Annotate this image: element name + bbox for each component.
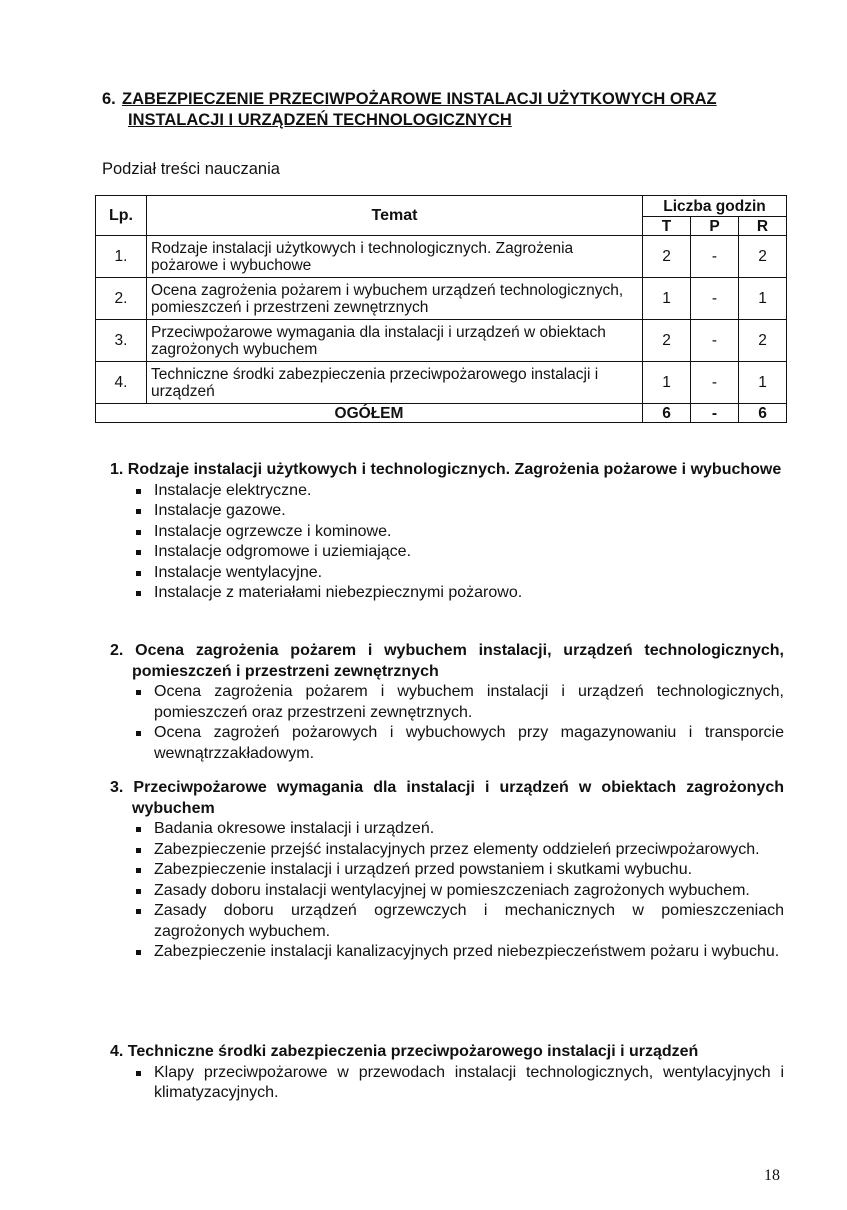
list-item: Zabezpieczenie przejść instalacyjnych przez elementy oddzieleń przeciwpożarowych. <box>132 840 784 861</box>
table-header-row <box>96 196 787 217</box>
row-topic: Techniczne środki zabezpieczenia przeciwpożarowego instalacji i urządzeń <box>147 362 643 404</box>
section-list <box>110 682 784 764</box>
list-item: Instalacje wentylacyjne. <box>132 563 784 584</box>
list-item: Zasady doboru urządzeń ogrzewczych i mechanicznych w pomieszczeniach zagrożonych wybuchem. <box>132 901 784 942</box>
total-r: 6 <box>739 404 787 423</box>
list-item: Zabezpieczenie instalacji i urządzeń przed powstaniem i skutkami wybuchu. <box>132 860 784 881</box>
table-total-row <box>96 404 787 423</box>
list-item: Badania okresowe instalacji i urządzeń. <box>132 819 784 840</box>
list-item: Zabezpieczenie instalacji kanalizacyjnych przed niebezpieczeństwem pożaru i wybuchu. <box>132 942 784 963</box>
table-row <box>96 278 787 320</box>
section-list <box>110 1063 784 1104</box>
list-item: Instalacje gazowe. <box>132 501 784 522</box>
section-heading: 1. Rodzaje instalacji użytkowych i technologicznych. Zagrożenia pożarowe i wybuchowe <box>110 461 782 478</box>
row-topic: Rodzaje instalacji użytkowych i technologicznych. Zagrożenia pożarowe i wybuchowe <box>147 236 643 278</box>
chapter-title-line-1: ZABEZPIECZENIE PRZECIWPOŻAROWE INSTALACJI UŻYTKOWYCH ORAZ <box>122 90 717 108</box>
header-lp: Lp. <box>96 196 147 236</box>
table-row <box>96 236 787 278</box>
hours-table <box>95 195 787 423</box>
section-heading: 2. Ocena zagrożenia pożarem i wybuchem instalacji, urządzeń technologicznych, pomieszczeń i przestrzeni zewnętrznych <box>110 642 784 680</box>
list-item: Instalacje z materiałami niebezpiecznymi pożarowo. <box>132 583 784 604</box>
chapter-title-line-2: INSTALACJI I URZĄDZEŃ TECHNOLOGICZNYCH <box>128 111 512 129</box>
chapter-number: 6. <box>102 90 116 108</box>
row-t: 2 <box>643 236 691 278</box>
total-label: OGÓŁEM <box>96 404 643 423</box>
subtitle: Podział treści nauczania <box>102 160 280 178</box>
row-t: 1 <box>643 278 691 320</box>
row-r: 2 <box>739 320 787 362</box>
row-p: - <box>691 278 739 320</box>
section-list <box>110 819 784 963</box>
row-topic: Ocena zagrożenia pożarem i wybuchem urządzeń technologicznych, pomieszczeń i przestrzeni zewnętrznych <box>147 278 643 320</box>
total-t: 6 <box>643 404 691 423</box>
list-item: Ocena zagrożenia pożarem i wybuchem instalacji i urządzeń technologicznych, pomieszczeń oraz przestrzeni zewnętrznych. <box>132 682 784 723</box>
row-topic: Przeciwpożarowe wymagania dla instalacji i urządzeń w obiektach zagrożonych wybuchem <box>147 320 643 362</box>
row-lp: 3. <box>96 320 147 362</box>
row-p: - <box>691 236 739 278</box>
list-item: Instalacje ogrzewcze i kominowe. <box>132 522 784 543</box>
row-t: 2 <box>643 320 691 362</box>
section-4 <box>110 1042 784 1104</box>
table-row <box>96 320 787 362</box>
section-list <box>110 481 784 604</box>
section-2 <box>110 641 784 764</box>
section-heading: 4. Techniczne środki zabezpieczenia przeciwpożarowego instalacji i urządzeń <box>110 1043 699 1060</box>
row-p: - <box>691 362 739 404</box>
page-number: 18 <box>764 1167 780 1184</box>
header-p: P <box>691 217 739 236</box>
table-row <box>96 362 787 404</box>
row-r: 1 <box>739 362 787 404</box>
row-p: - <box>691 320 739 362</box>
section-heading: 3. Przeciwpożarowe wymagania dla instalacji i urządzeń w obiektach zagrożonych wybuchem <box>110 779 784 817</box>
header-t: T <box>643 217 691 236</box>
list-item: Klapy przeciwpożarowe w przewodach instalacji technologicznych, wentylacyjnych i klimatyzacyjnych. <box>132 1063 784 1104</box>
row-r: 1 <box>739 278 787 320</box>
section-1 <box>110 460 784 604</box>
list-item: Instalacje odgromowe i uziemiające. <box>132 542 784 563</box>
row-t: 1 <box>643 362 691 404</box>
row-r: 2 <box>739 236 787 278</box>
section-3 <box>110 778 784 963</box>
row-lp: 1. <box>96 236 147 278</box>
total-p: - <box>691 404 739 423</box>
list-item: Zasady doboru instalacji wentylacyjnej w pomieszczeniach zagrożonych wybuchem. <box>132 881 784 902</box>
row-lp: 4. <box>96 362 147 404</box>
header-hours: Liczba godzin <box>643 196 787 217</box>
list-item: Instalacje elektryczne. <box>132 481 784 502</box>
header-r: R <box>739 217 787 236</box>
list-item: Ocena zagrożeń pożarowych i wybuchowych przy magazynowaniu i transporcie wewnątrzzakładowym. <box>132 723 784 764</box>
header-topic: Temat <box>147 196 643 236</box>
row-lp: 2. <box>96 278 147 320</box>
